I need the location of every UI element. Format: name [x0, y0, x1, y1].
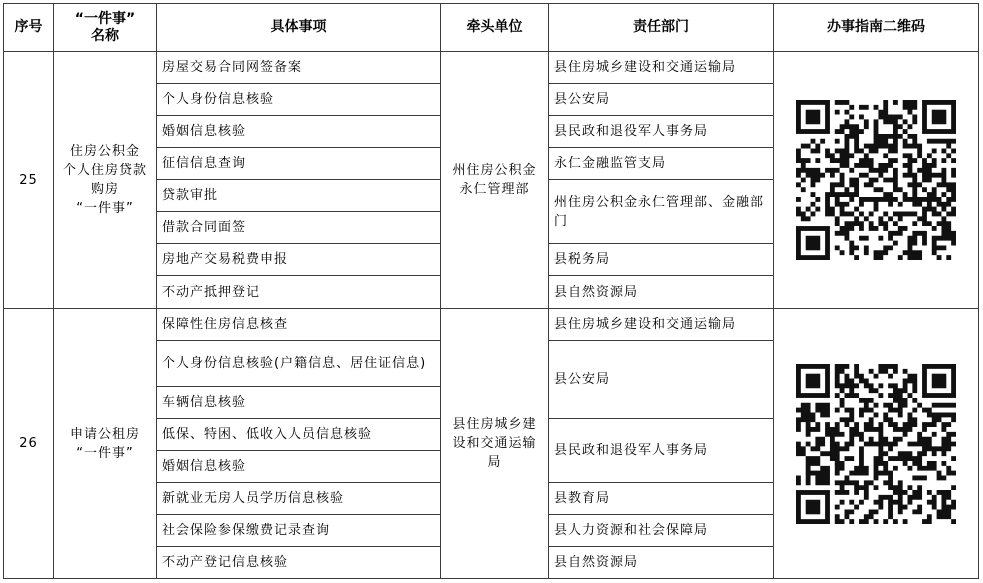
service-table: [3, 3, 979, 579]
group-25-seq: 25: [3, 51, 54, 309]
group-26-dept: 县民政和退役军人事务局: [548, 418, 774, 483]
header-qr: 办事指南二维码: [773, 3, 979, 52]
group-25-dept: 县税务局: [548, 243, 774, 276]
header-name: “一件事” 名称: [53, 3, 157, 52]
group-26-item: 社会保险参保缴费记录查询: [156, 514, 441, 547]
group-25-qr-cell: [773, 51, 979, 309]
qr-code-icon[interactable]: [796, 100, 956, 260]
group-26-item: 车辆信息核验: [156, 386, 441, 419]
group-26-item: 不动产登记信息核验: [156, 546, 441, 579]
group-26-dept: 县自然资源局: [548, 546, 774, 579]
group-26-item: 新就业无房人员学历信息核验: [156, 482, 441, 515]
group-26-item: 婚姻信息核验: [156, 450, 441, 483]
group-25-item: 征信信息查询: [156, 147, 441, 180]
group-26-name: 申请公租房 “一件事”: [53, 308, 157, 579]
group-25-dept: 县民政和退役军人事务局: [548, 115, 774, 148]
group-25-dept: 县自然资源局: [548, 275, 774, 309]
header-seq: 序号: [3, 3, 54, 52]
header-dept: 责任部门: [548, 3, 774, 52]
group-25-lead: 州住房公积金 永仁管理部: [440, 51, 549, 309]
group-26-dept: 县人力资源和社会保障局: [548, 514, 774, 547]
group-25-item: 婚姻信息核验: [156, 115, 441, 148]
group-26-dept: 县住房城乡建设和交通运输局: [548, 308, 774, 341]
group-25-item: 不动产抵押登记: [156, 275, 441, 309]
header-items: 具体事项: [156, 3, 441, 52]
group-25-item: 个人身份信息核验: [156, 83, 441, 116]
group-26-item: 个人身份信息核验(户籍信息、居住证信息): [156, 340, 441, 387]
group-25-dept: 州住房公积金永仁管理部、金融部门: [548, 179, 774, 244]
group-26-item: 低保、特困、低收入人员信息核验: [156, 418, 441, 451]
header-lead: 牵头单位: [440, 3, 549, 52]
group-25-item: 贷款审批: [156, 179, 441, 212]
group-26-dept: 县教育局: [548, 482, 774, 515]
group-26-lead: 县住房城乡建 设和交通运输 局: [440, 308, 549, 579]
group-25-item: 借款合同面签: [156, 211, 441, 244]
group-25-name: 住房公积金 个人住房贷款 购房 “一件事”: [53, 51, 157, 309]
group-26-item: 保障性住房信息核查: [156, 308, 441, 341]
group-25-item: 房屋交易合同网签备案: [156, 51, 441, 84]
qr-code-icon[interactable]: [796, 364, 956, 524]
group-26-dept: 县公安局: [548, 340, 774, 419]
group-25-dept: 县公安局: [548, 83, 774, 116]
group-26-qr-cell: [773, 308, 979, 579]
group-26-seq: 26: [3, 308, 54, 579]
group-25-dept: 永仁金融监管支局: [548, 147, 774, 180]
group-25-item: 房地产交易税费申报: [156, 243, 441, 276]
group-25-dept: 县住房城乡建设和交通运输局: [548, 51, 774, 84]
